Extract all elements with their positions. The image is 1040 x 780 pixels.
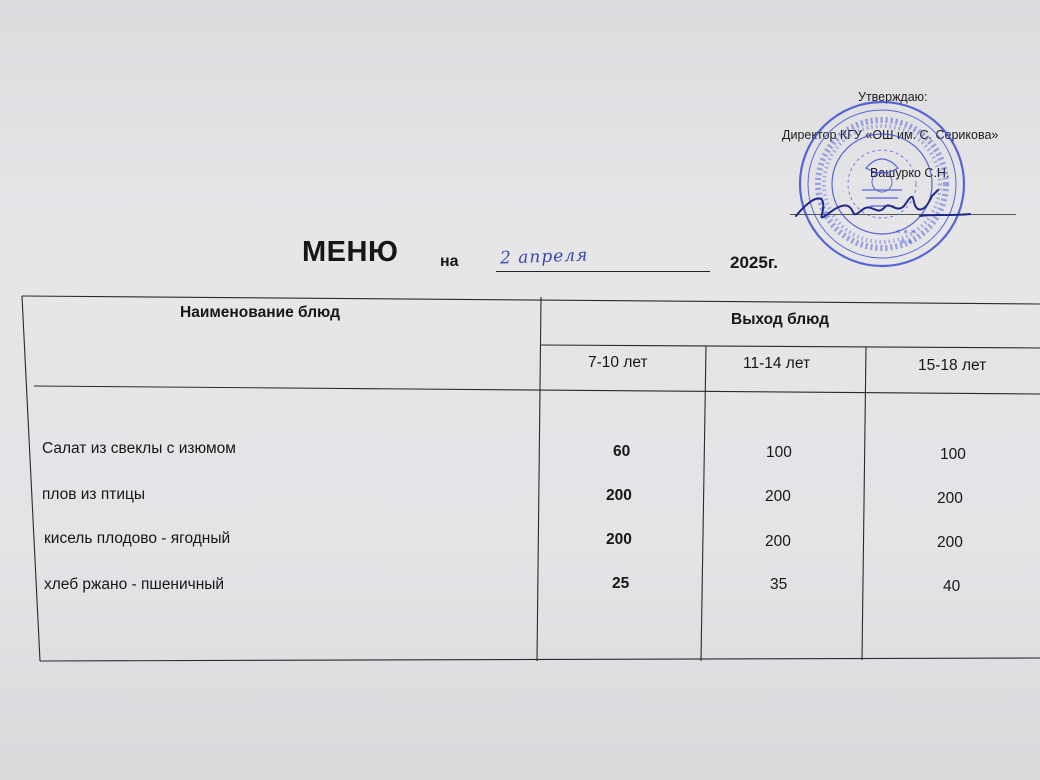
- portion-value: 200: [765, 488, 791, 505]
- dish-name: кисель плодово - ягодный: [44, 530, 231, 547]
- handwritten-date: 2 апреля: [499, 245, 589, 269]
- portion-value: 40: [943, 578, 961, 595]
- output-column-header: Выход блюд: [731, 311, 829, 328]
- portion-value: 200: [606, 531, 632, 548]
- svg-text:* * *: * * *: [896, 229, 916, 239]
- approval-name: Вашурко С.Н.: [870, 166, 950, 180]
- age-group-header: 15-18 лет: [918, 357, 987, 374]
- menu-title: МЕНЮ: [302, 236, 399, 268]
- age-group-header: 7-10 лет: [588, 354, 648, 371]
- portion-value: 25: [612, 575, 630, 592]
- svg-text:* *: * *: [900, 239, 912, 249]
- portion-value: 60: [613, 443, 631, 460]
- approval-role: Директор КГУ «ОШ им. С. Серикова»: [782, 128, 999, 142]
- menu-on-label: на: [440, 253, 459, 270]
- approval-title: Утверждаю:: [858, 90, 928, 104]
- portion-value: 200: [937, 534, 963, 551]
- menu-year: 2025г.: [730, 253, 778, 272]
- portion-value: 35: [770, 576, 788, 593]
- portion-value: 100: [940, 446, 966, 463]
- age-group-header: 11-14 лет: [743, 355, 811, 372]
- portion-value: 200: [937, 490, 963, 507]
- portion-value: 200: [765, 533, 791, 550]
- dish-column-header: Наименование блюд: [180, 304, 340, 321]
- dish-name: плов из птицы: [42, 486, 146, 503]
- dish-name: хлеб ржано - пшеничный: [44, 576, 225, 593]
- portion-value: 100: [766, 444, 792, 461]
- portion-value: 200: [606, 487, 632, 504]
- dish-name: Салат из свеклы с изюмом: [42, 440, 236, 457]
